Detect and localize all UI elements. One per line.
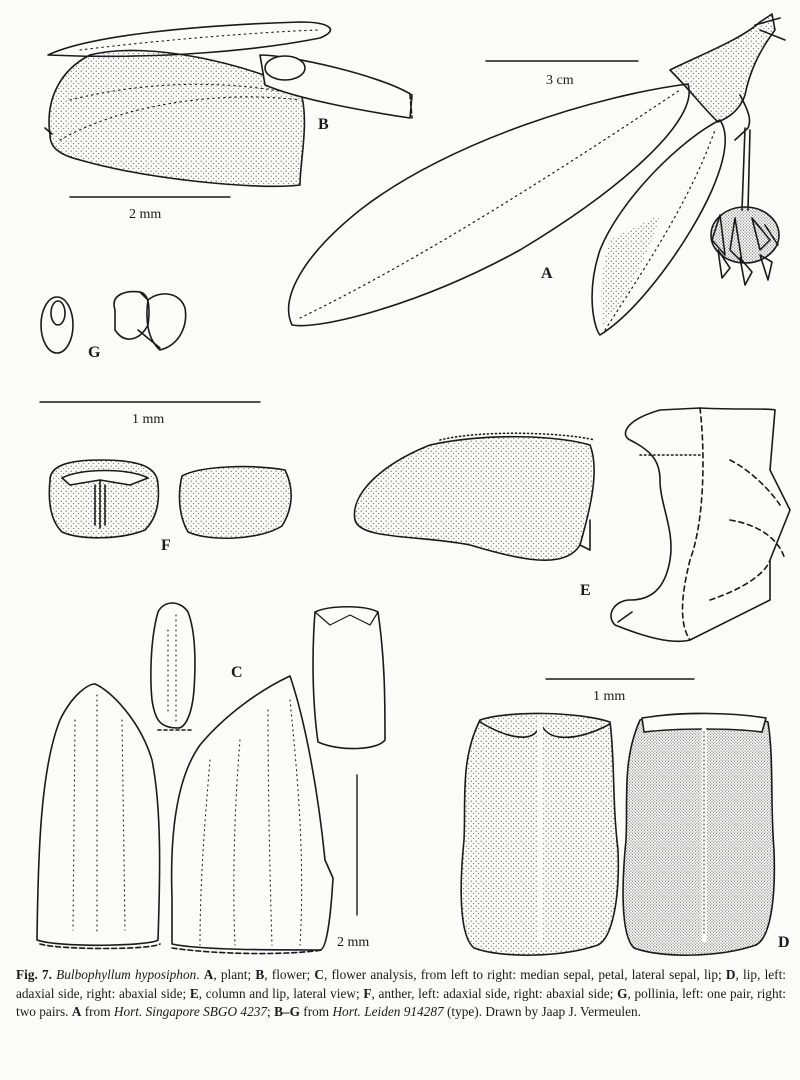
scale-text-b: 2 mm — [129, 207, 162, 222]
inflorescence — [711, 207, 779, 285]
scale-text-g-f: 1 mm — [132, 412, 165, 427]
lip-abaxial — [623, 713, 774, 955]
scale-text-c: 2 mm — [337, 935, 370, 950]
panel-label-c: C — [231, 664, 243, 681]
panel-d-lip — [461, 713, 774, 955]
caption-key-e: E — [189, 985, 199, 1001]
caption-source-a-key: A — [71, 1004, 82, 1019]
panel-c-flower-analysis — [37, 603, 385, 954]
caption-source-a-ref: Hort. Singapore SBGO 4237 — [113, 1004, 268, 1019]
panel-label-g: G — [88, 344, 101, 361]
panel-label-a: A — [541, 265, 553, 282]
caption-fig-label: Fig. 7. — [16, 967, 52, 982]
caption-key-f: F — [363, 985, 372, 1001]
caption-key-c: C — [314, 967, 324, 982]
panel-b-flower — [45, 22, 412, 186]
caption-key-g: G — [617, 985, 628, 1001]
caption-text-e: , column and lip, lateral view; — [198, 985, 364, 1001]
lip-c — [313, 607, 385, 749]
caption-text-f: , anther, left: adaxial side, right: abaxial side; — [371, 985, 618, 1001]
median-sepal — [37, 684, 160, 945]
dorsal-sepal — [48, 22, 330, 56]
caption-key-b: B — [255, 967, 265, 982]
caption-text-b: , flower; — [264, 967, 315, 982]
caption-species: Bulbophyllum hyposiphon — [56, 967, 197, 982]
caption-source-bg-key: B–G — [274, 1004, 300, 1019]
figure-caption: Fig. 7. Bulbophyllum hyposiphon. A, plant; B, flower; C, flower analysis, from left to right: median sepal, petal, lateral sepal, lip; D, lip, left: adaxial side, right: abaxial side; E, column and lip, lateral view; F, anther, left: adaxial side, right: abaxial side; G, pollinia, left: one pair, right: two pairs. A from Hort. Singapore SBGO 4237; B–G from Hort. Leiden 914287 (type). Drawn by Jaap J. Vermeulen. — [16, 967, 786, 1019]
panel-e-column-lip — [354, 408, 790, 641]
column-lateral — [611, 408, 790, 641]
panel-a-plant — [289, 14, 785, 335]
caption-text-g: , pollinia, left: one pair, right: two pairs. — [16, 985, 786, 1019]
scale-text-a: 3 cm — [546, 73, 574, 88]
panel-label-f: F — [161, 537, 171, 554]
caption-text-d: , lip, left: adaxial side, right: abaxial side; — [16, 967, 786, 1001]
caption-credit: Drawn by Jaap J. Vermeulen. — [485, 1004, 641, 1019]
caption-source-bg-pre: from — [299, 1004, 333, 1019]
caption-type-note: (type). — [443, 1004, 483, 1019]
caption-key-a: A — [203, 967, 214, 982]
lateral-sepal-c — [172, 676, 333, 950]
panel-f-anther — [49, 460, 291, 538]
scale-text-d-e: 1 mm — [593, 689, 626, 704]
panel-label-b: B — [318, 116, 329, 133]
panel-label-e: E — [580, 582, 591, 599]
caption-source-bg-ref: Hort. Leiden 914287 — [332, 1004, 444, 1019]
caption-text-a: , plant; — [213, 967, 256, 982]
caption-source-a-pre: from — [81, 1004, 114, 1019]
lip-lateral — [354, 437, 594, 561]
panel-label-d: D — [778, 934, 790, 951]
petal — [151, 603, 195, 728]
leaf-large — [289, 84, 690, 326]
caption-key-d: D — [725, 967, 736, 982]
caption-text-c: , flower analysis, from left to right: median sepal, petal, lateral sepal, lip; — [323, 967, 726, 982]
panel-g-pollinia — [41, 292, 186, 353]
